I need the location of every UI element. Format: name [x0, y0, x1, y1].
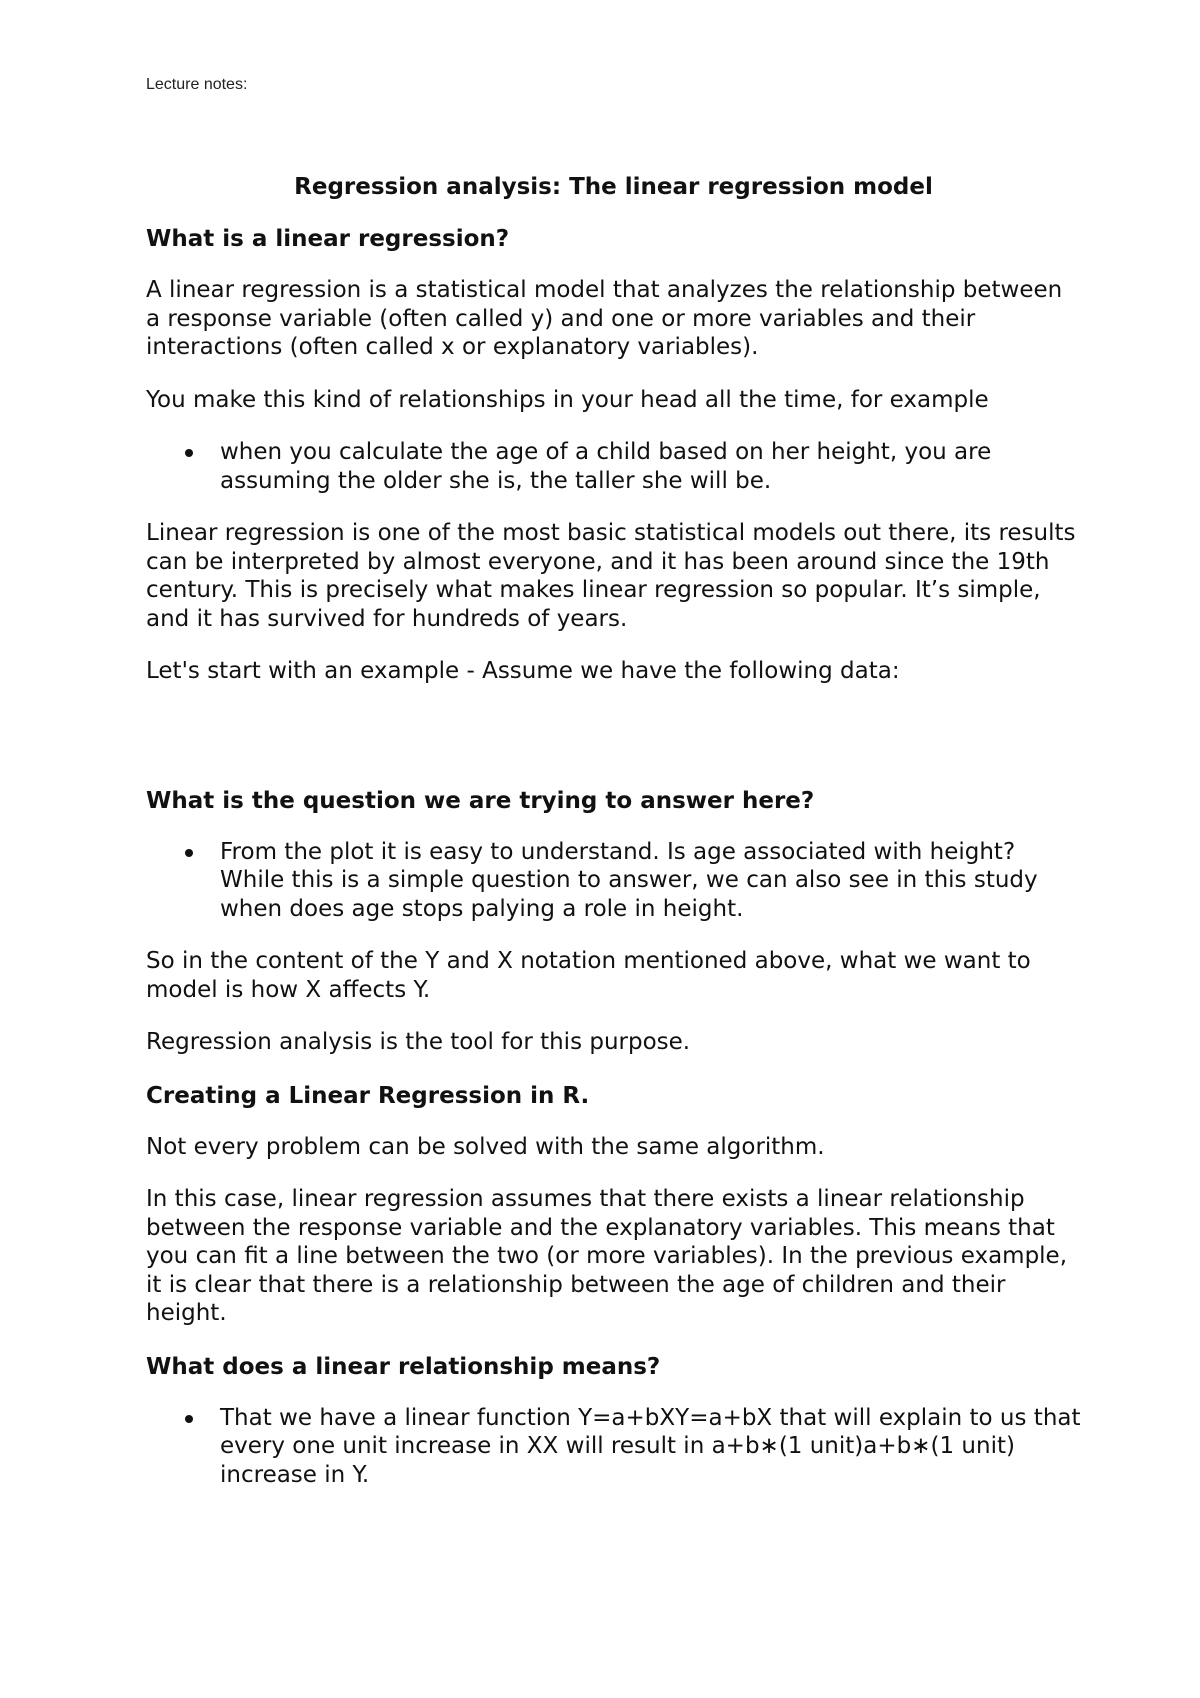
document-title: Regression analysis: The linear regression model	[294, 174, 933, 200]
paragraph-history: Linear regression is one of the most basic statistical models out there, its results can be interpreted by almost everyone, and it has been around since the 19th century. This is precisely what makes linear regression so popular. It’s simple, and it has survived for hundreds of years.	[146, 520, 1076, 632]
bullet-icon	[185, 449, 193, 457]
paragraph-notation: So in the content of the Y and X notation mentioned above, what we want to model is how X affects Y.	[146, 948, 1031, 1003]
list-item-text: when you calculate the age of a child based on her height, you are assuming the older she is, the taller she will be.	[220, 439, 992, 494]
paragraph-assumption: In this case, linear regression assumes that there exists a linear relationship between the response variable and the explanatory variables. This means that you can fit a line between the two (or more variables). In the previous example, it is clear that there is a relationship between the age of children and their height.	[146, 1186, 1068, 1326]
list-item-text: From the plot it is easy to understand. Is age associated with height? While this is a simple question to answer, we can also see in this study when does age stops palying a role in height.	[220, 838, 1038, 922]
list-item-text: That we have a linear function Y=a+bXY=a+bX that will explain to us that every one unit increase in XX will result in a+b∗(1 unit)a+b∗(1 unit) increase in Y.	[220, 1404, 1081, 1488]
section-heading-question: What is the question we are trying to answer here?	[146, 787, 815, 814]
paragraph-data-intro: Let's start with an example - Assume we have the following data:	[146, 658, 900, 684]
bullet-list	[146, 838, 1081, 924]
document-body	[146, 172, 1081, 1513]
missing-figure-space	[146, 710, 1081, 786]
bullet-icon	[185, 1415, 193, 1423]
list-item	[146, 438, 1081, 495]
list-item	[146, 838, 1081, 924]
paragraph-definition: A linear regression is a statistical model that analyzes the relationship between a response variable (often called y) and one or more variables and their interactions (often called x or explanatory variables).	[146, 277, 1063, 360]
section-heading-linear-relationship: What does a linear relationship means?	[146, 1353, 661, 1380]
section-heading-what-is-linear-regression: What is a linear regression?	[146, 226, 510, 252]
bullet-list	[146, 1404, 1081, 1490]
section-heading-creating-regression: Creating a Linear Regression in R.	[146, 1082, 590, 1109]
paragraph-algorithm: Not every problem can be solved with the same algorithm.	[146, 1133, 825, 1160]
bullet-icon	[185, 849, 193, 857]
paragraph-example-intro: You make this kind of relationships in your head all the time, for example	[146, 386, 989, 413]
bullet-list	[146, 438, 1081, 495]
list-item	[146, 1404, 1081, 1490]
header-note: Lecture notes:	[146, 76, 248, 93]
paragraph-tool: Regression analysis is the tool for this purpose.	[146, 1029, 691, 1055]
